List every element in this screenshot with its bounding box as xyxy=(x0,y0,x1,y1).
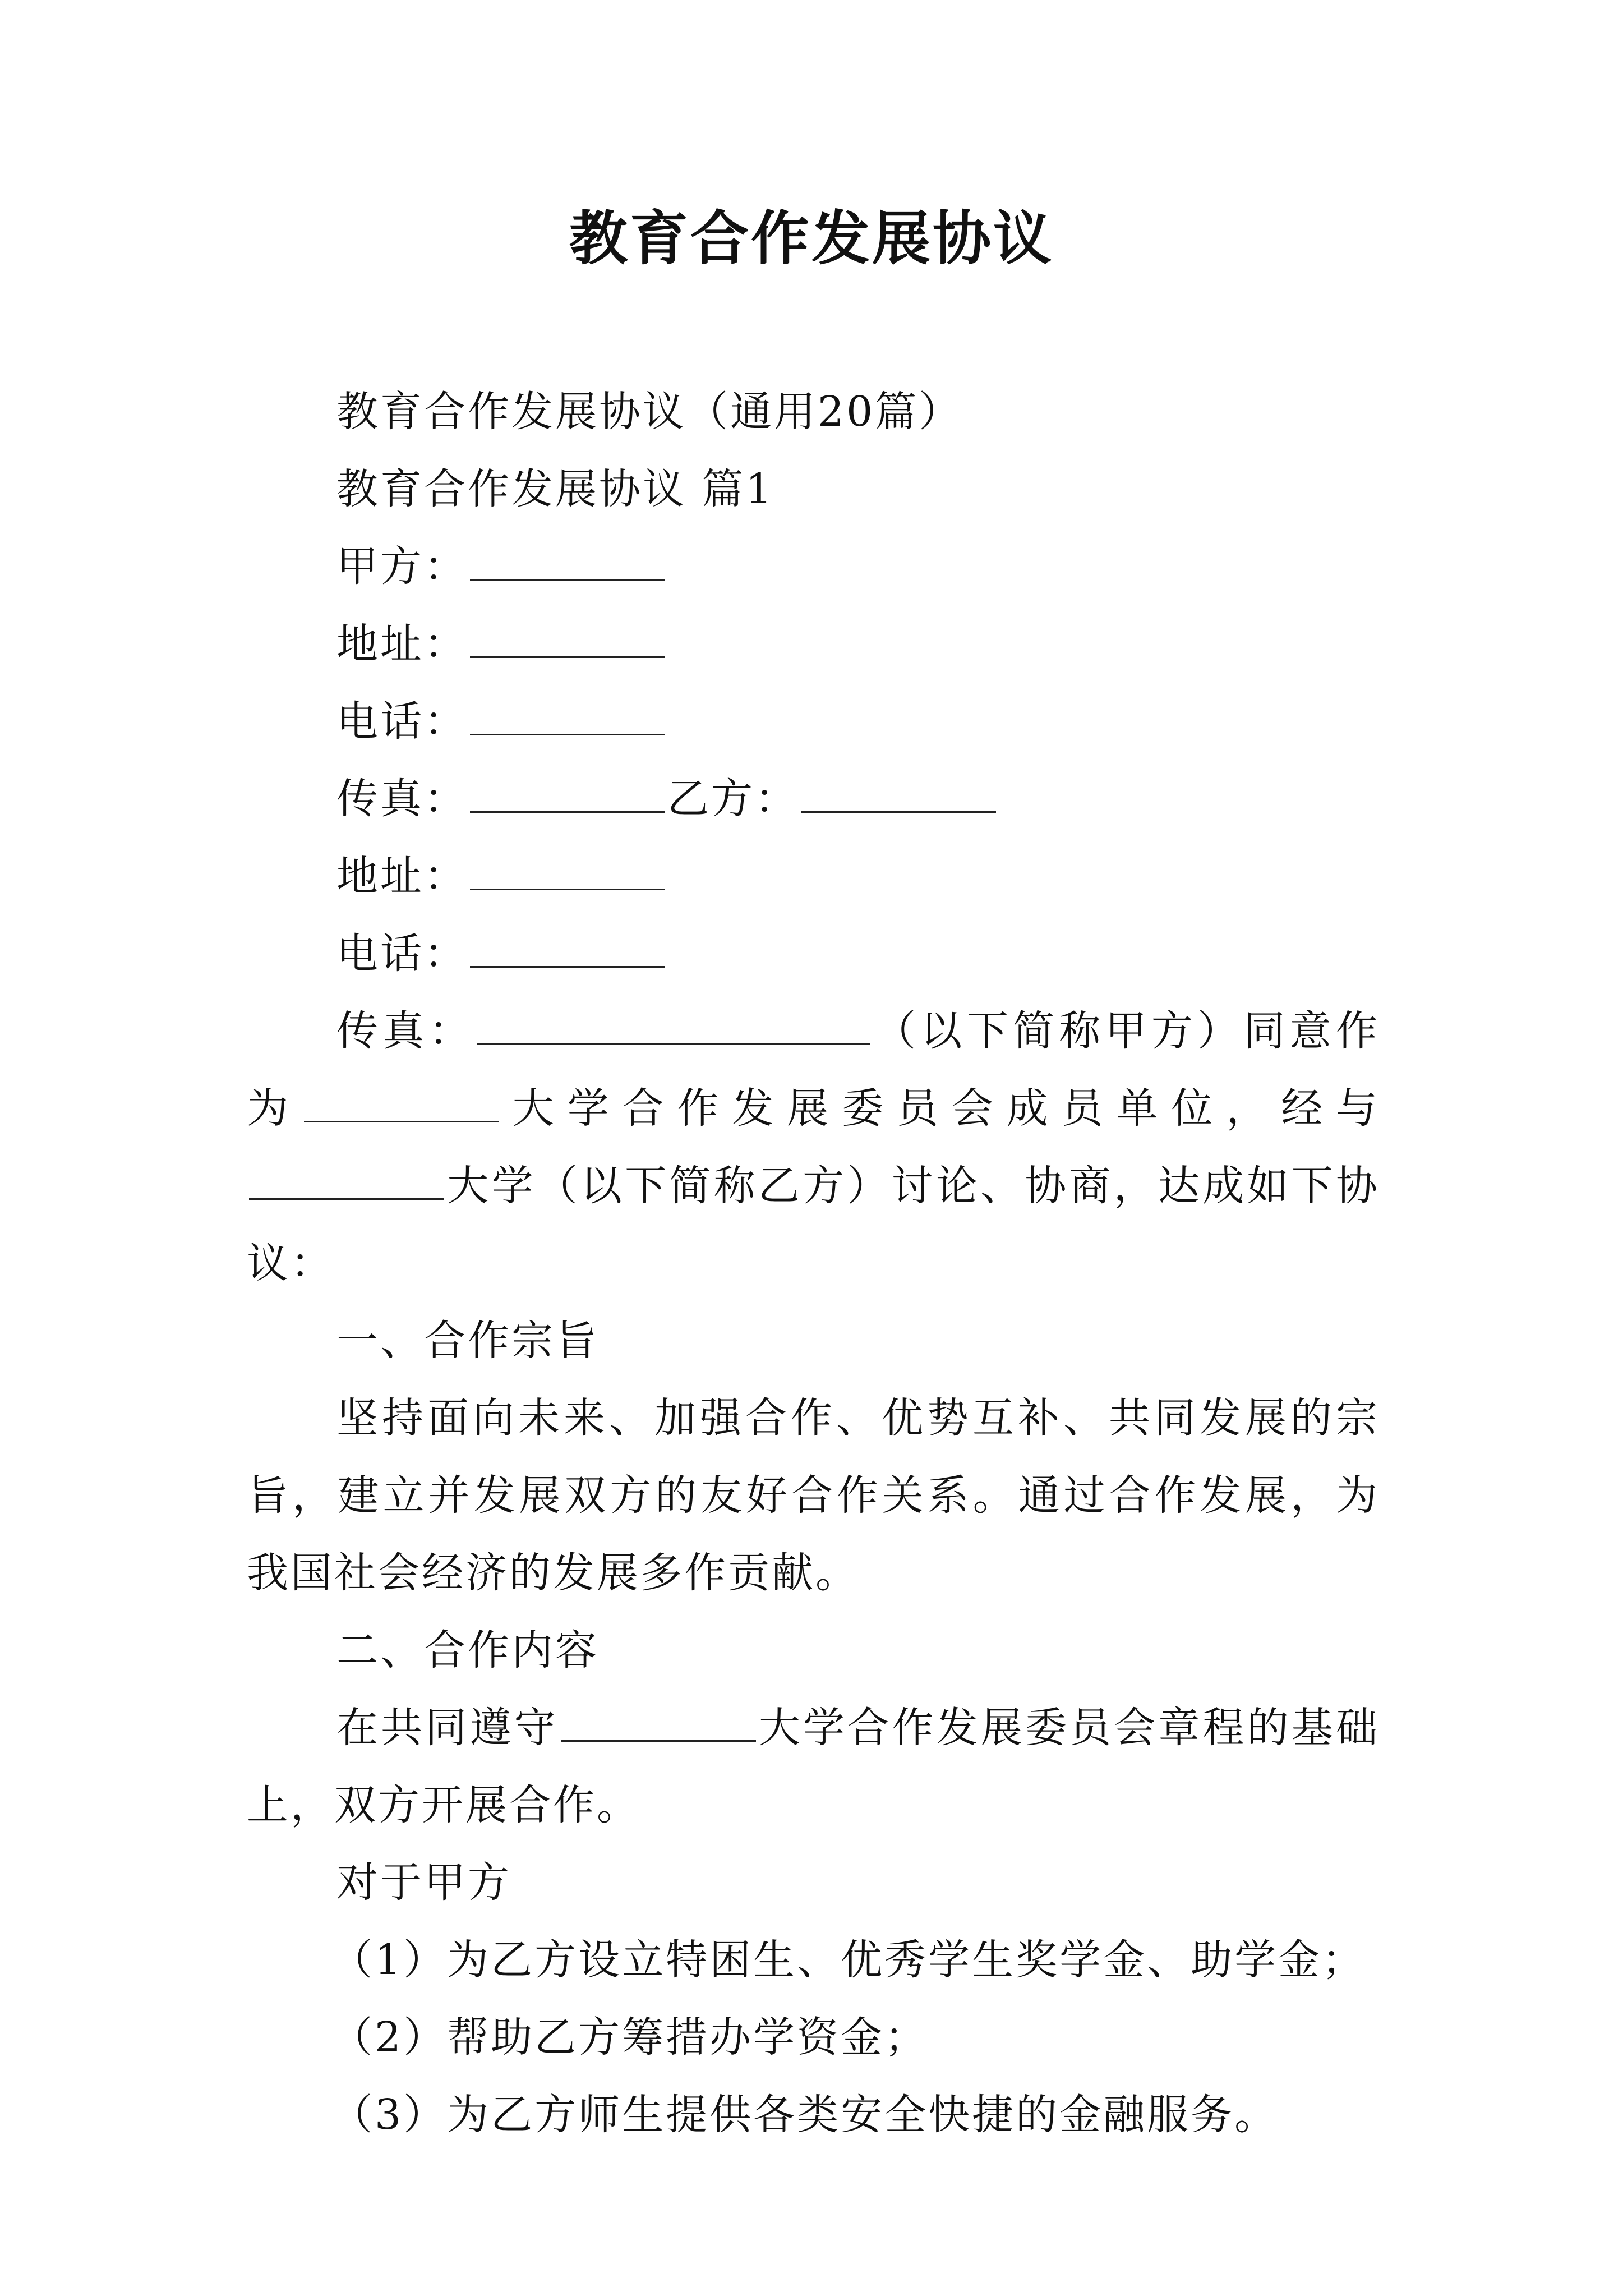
section-2-text xyxy=(247,1689,1380,1844)
for-party-a: 对于甲方 xyxy=(336,1858,511,1907)
document-subtitle: 教育合作发展协议（通用20篇） xyxy=(336,388,963,436)
party-b-address-blank xyxy=(470,847,665,890)
party-a-address-label: 地址： xyxy=(336,620,468,668)
section-2-text-part2: 大学合作发展委员会章程的基础上，双方开展合作。 xyxy=(247,1704,1380,1829)
section-2-text-part1: 在共同遵守 xyxy=(336,1704,559,1752)
list-item: （2）帮助乙方筹措办学资金； xyxy=(331,2013,929,2062)
party-b-fax-blank xyxy=(477,1002,870,1045)
party-b-phone-blank xyxy=(470,924,665,968)
party-a-line xyxy=(247,528,1380,605)
party-a-phone-line xyxy=(247,683,1380,760)
party-b-blank xyxy=(801,770,996,813)
party-b-phone-label: 电话： xyxy=(336,930,468,978)
intro-part1: （以下简称甲方）同意作为 xyxy=(247,1007,1380,1133)
party-b-label: 乙方： xyxy=(667,775,799,823)
party-a-label: 甲方： xyxy=(336,542,468,591)
party-a-fax-label: 传真： xyxy=(336,775,468,823)
section-2-heading: 二、合作内容 xyxy=(336,1626,599,1674)
section-1-text: 坚持面向未来、加强合作、优势互补、共同发展的宗旨，建立并发展双方的友好合作关系。通过合作发展，为我国社会经济的发展多作贡献。 xyxy=(247,1394,1380,1597)
intro-part2: 大学合作发展委员会成员单位，经与 xyxy=(501,1084,1380,1133)
party-a-address-line xyxy=(247,605,1380,683)
party-a-address-blank xyxy=(470,615,665,658)
party-a-phone-blank xyxy=(470,692,665,735)
party-a-fax-blank xyxy=(470,770,665,813)
party-b-fax-label: 传真： xyxy=(336,1007,475,1055)
committee-university-blank xyxy=(304,1079,499,1122)
section-1-heading: 一、合作宗旨 xyxy=(336,1317,599,1365)
list-item: （1）为乙方设立特困生、优秀学生奖学金、助学金； xyxy=(331,1936,1366,1984)
list-item: （3）为乙方师生提供各类安全快捷的金融服务。 xyxy=(331,2091,1279,2139)
intro-paragraph xyxy=(247,992,1380,1302)
party-b-address-label: 地址： xyxy=(336,852,468,900)
party-b-phone-line xyxy=(247,915,1380,992)
section-2-university-blank xyxy=(561,1699,756,1742)
document-title: 教育合作发展协议 xyxy=(569,204,1054,273)
party-a-fax-line xyxy=(247,760,1380,838)
partner-university-blank xyxy=(249,1157,444,1200)
party-a-phone-label: 电话： xyxy=(336,697,468,746)
section-heading: 教育合作发展协议 篇1 xyxy=(336,465,774,513)
intro-part3: 大学（以下简称乙方）讨论、协商，达成如下协议： xyxy=(247,1162,1380,1287)
party-a-blank xyxy=(470,537,665,581)
document-body xyxy=(247,373,1380,2154)
party-b-address-line xyxy=(247,838,1380,915)
